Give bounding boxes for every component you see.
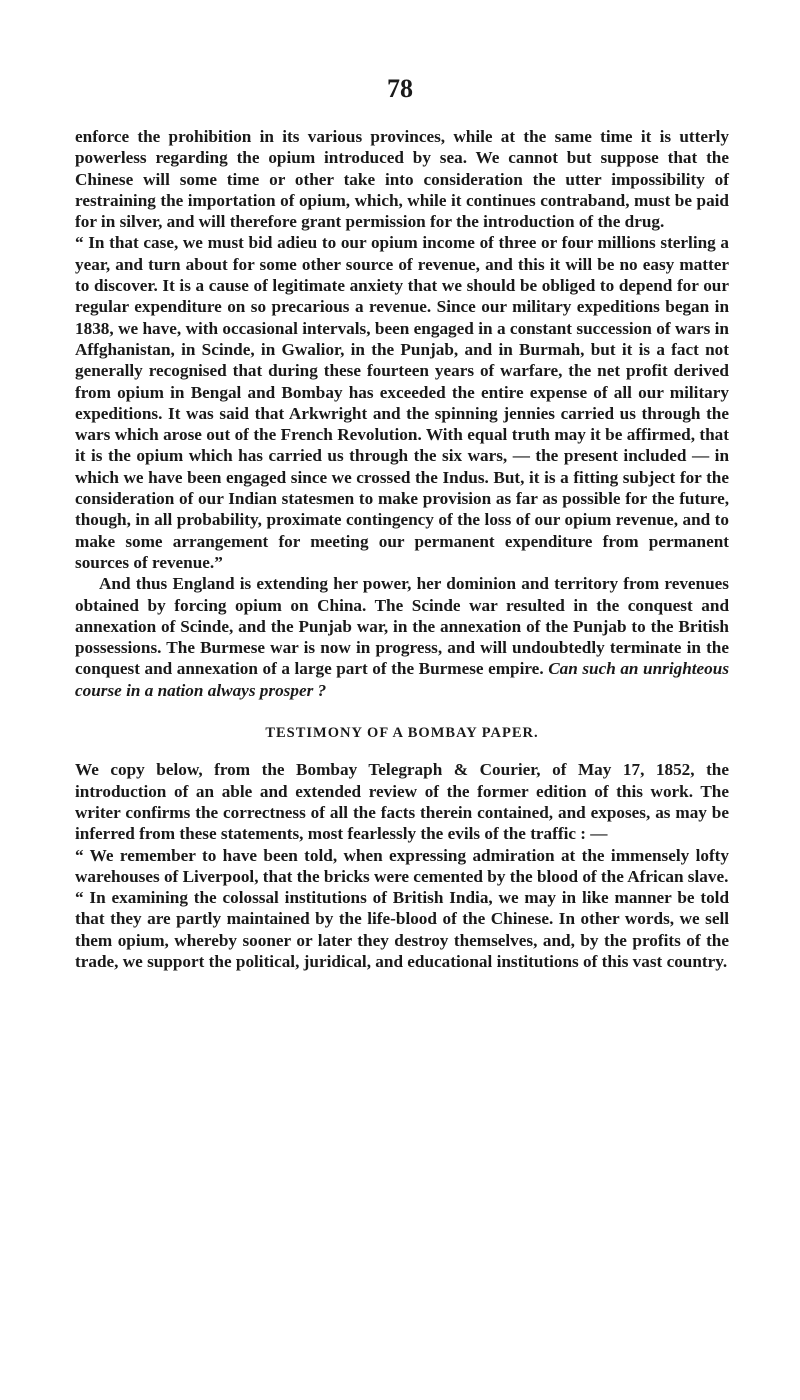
paragraph-intro: We copy below, from the Bombay Telegraph & Courier, of May 17, 1852, the introduction of an able and extended review of the former edition of this work. The writer confirms the correctness of all the facts therein contained, and exposes, as may be inferred from these statements, most fearlessly the evils of the traffic : — bbox=[75, 760, 729, 844]
paragraph-continuation: enforce the prohibition in its various provinces, while at the same time it is utterly powerless regarding the opium introduced by sea. We cannot but suppose that the Chinese will some time or other take into consideration the utter impossibility of restraining the importation of opium, which, while it continues contraband, must be paid for in silver, and will therefore grant permission for the introduction of the drug. bbox=[75, 127, 729, 232]
paragraph-quote-india: “ In examining the colossal institutions of British India, we may in like manner be told that they are partly maintained by the life-blood of the Chinese. In other words, we sell them opium, whereby sooner or later they destroy themselves, and, by the profits of the trade, we support the political, juridical, and educational institutions of this vast country. bbox=[75, 888, 729, 971]
conclusion-text: And thus England is extending her power, her dominion and territory from revenues obtained by forcing opium on China. The Scinde war resulted in the conquest and annexation of Scinde, and the Punjab war, in the annexation of the Punjab to the British possessions. The Burmese war is now in progress, and will undoubtedly terminate in the conquest and annexation of a large part of the Burmese empire. bbox=[75, 574, 729, 679]
paragraph-quote-revenue: “ In that case, we must bid adieu to our opium income of three or four millions sterling a year, and turn about for some other source of revenue, and this it will be no easy matter to discover. It is a cause of legitimate anxiety that we should be obliged to depend for our regular expenditure on so precarious a revenue. Since our military expeditions began in 1838, we have, with occasional intervals, been engaged in a constant succession of wars in Affghanistan, in Scinde, in Gwalior, in the Punjab, and in Burmah, but it is a fact not generally recognised that during these fourteen years of warfare, the net profit derived from opium in Bengal and Bombay has exceeded the entire expense of all our military expeditions. It was said that Arkwright and the spinning jennies carried us through the wars which arose out of the French Revolution. With equal truth may it be affirmed, that it is the opium which has carried us through the six wars, — the present included — in which we have been engaged since we crossed the Indus. But, it is a fitting subject for the consideration of our Indian statesmen to make provision as far as possible for the future, though, in all probability, proximate contingency of the loss of our opium revenue, and to make some arrangement for meeting our permanent expenditure from permanent sources of revenue.” bbox=[75, 233, 729, 572]
page-body bbox=[75, 126, 729, 972]
section-heading: TESTIMONY OF A BOMBAY PAPER. bbox=[265, 725, 539, 742]
paragraph-conclusion bbox=[75, 573, 729, 701]
conclusion-question: Can such an unrighteous course in a nation always prosper ? bbox=[75, 659, 730, 700]
paragraph-quote-liverpool: “ We remember to have been told, when expressing admiration at the immensely lofty warehouses of Liverpool, that the bricks were cemented by the blood of the African slave. bbox=[75, 845, 729, 886]
page-number: 78 bbox=[387, 74, 413, 103]
